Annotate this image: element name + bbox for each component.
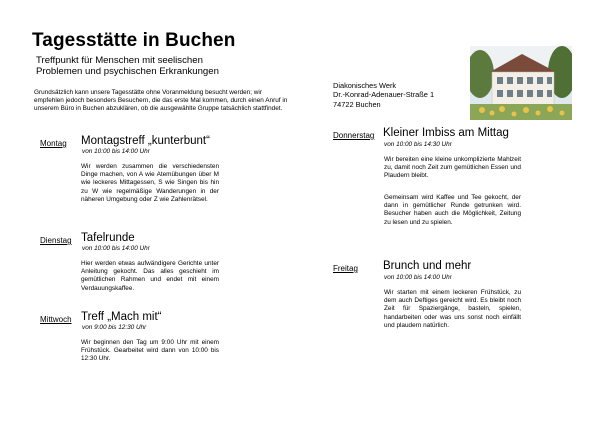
day-label-freitag: Freitag bbox=[333, 264, 358, 273]
event-time-mittwoch: von 9:00 bis 12:30 Uhr bbox=[82, 324, 147, 331]
subtitle-line-1: Treffpunkt für Menschen mit seelischen bbox=[36, 55, 203, 66]
event-title-donnerstag: Kleiner Imbiss am Mittag bbox=[383, 127, 509, 139]
event-desc-donnerstag-1: Wir bereiten eine kleine unkomplizierte Mahlzeit zu, damit noch Zeit zum gemütlichen Essen und Plaudern bleibt. bbox=[384, 156, 521, 180]
event-title-mittwoch: Treff „Mach mit“ bbox=[81, 311, 162, 323]
event-title-dienstag: Tafelrunde bbox=[81, 232, 135, 244]
event-desc-freitag: Wir starten mit einem leckeren Frühstück, zu dem auch Deftiges gereicht wird. Es bleibt noch Zeit für Spaziergänge, basteln, spielen, handarbeiten oder was uns sonst noch einfällt und plaudern natürlich. bbox=[384, 289, 521, 329]
address-city: 74722 Buchen bbox=[333, 99, 381, 109]
address-block bbox=[333, 81, 473, 109]
intro-paragraph: Grundsätzlich kann unsere Tagesstätte ohne Voranmeldung besucht werden; wir empfehlen jedoch besonders Besuchern, die das erste Mal kommen, durch einen Anruf in unserem Büro in Buchen abzuklären, ob die ausgewählte Gruppe tatsächlich stattfindet. bbox=[34, 89, 288, 113]
address-street: Dr.-Konrad-Adenauer-Straße 1 bbox=[333, 90, 435, 100]
event-time-montag: von 10:00 bis 14:00 Uhr bbox=[82, 148, 150, 155]
event-time-dienstag: von 10:00 bis 14:00 Uhr bbox=[82, 245, 150, 252]
day-label-donnerstag: Donnerstag bbox=[333, 131, 375, 140]
day-label-montag: Montag bbox=[40, 139, 67, 148]
event-desc-mittwoch: Wir beginnen den Tag um 9:00 Uhr mit einem Frühstück. Gearbeitet wird dann von 10:00 bis 12:30 Uhr. bbox=[81, 339, 219, 363]
building-photo bbox=[470, 46, 572, 120]
event-desc-montag: Wir werden zusammen die verschiedensten Dinge machen, von A wie Atemübungen über M wie leckeres Mittagessen, S wie Singen bis hin zu W wie regelmäßige Wanderungen in der näheren Umgebung oder Z wie Zahlenrätsel. bbox=[81, 163, 219, 203]
event-desc-donnerstag-2: Gemeinsam wird Kaffee und Tee gekocht, der dann in gemütlicher Runde getrunken wird. Besucher haben auch die Möglichkeit, Zeitung zu lesen und zu spielen. bbox=[384, 194, 521, 226]
day-label-dienstag: Dienstag bbox=[40, 236, 72, 245]
event-desc-dienstag: Hier werden etwas aufwändigere Gerichte unter Anleitung gekocht. Das alles geschieht im gemütlichen Rahmen und endet mit einem Verdauungskaffee. bbox=[81, 260, 219, 292]
event-title-montag: Montagstreff „kunterbunt“ bbox=[81, 135, 210, 147]
event-time-freitag: von 10:00 bis 14:00 Uhr bbox=[384, 274, 452, 281]
page-title: Tagesstätte in Buchen bbox=[32, 30, 236, 51]
day-label-mittwoch: Mittwoch bbox=[40, 315, 72, 324]
address-org: Diakonisches Werk bbox=[333, 81, 397, 90]
subtitle-line-2: Problemen und psychischen Erkrankungen bbox=[36, 66, 219, 77]
page-subtitle bbox=[36, 55, 296, 77]
event-time-donnerstag: von 10:00 bis 14:30 Uhr bbox=[384, 141, 452, 148]
event-title-freitag: Brunch und mehr bbox=[383, 260, 472, 272]
